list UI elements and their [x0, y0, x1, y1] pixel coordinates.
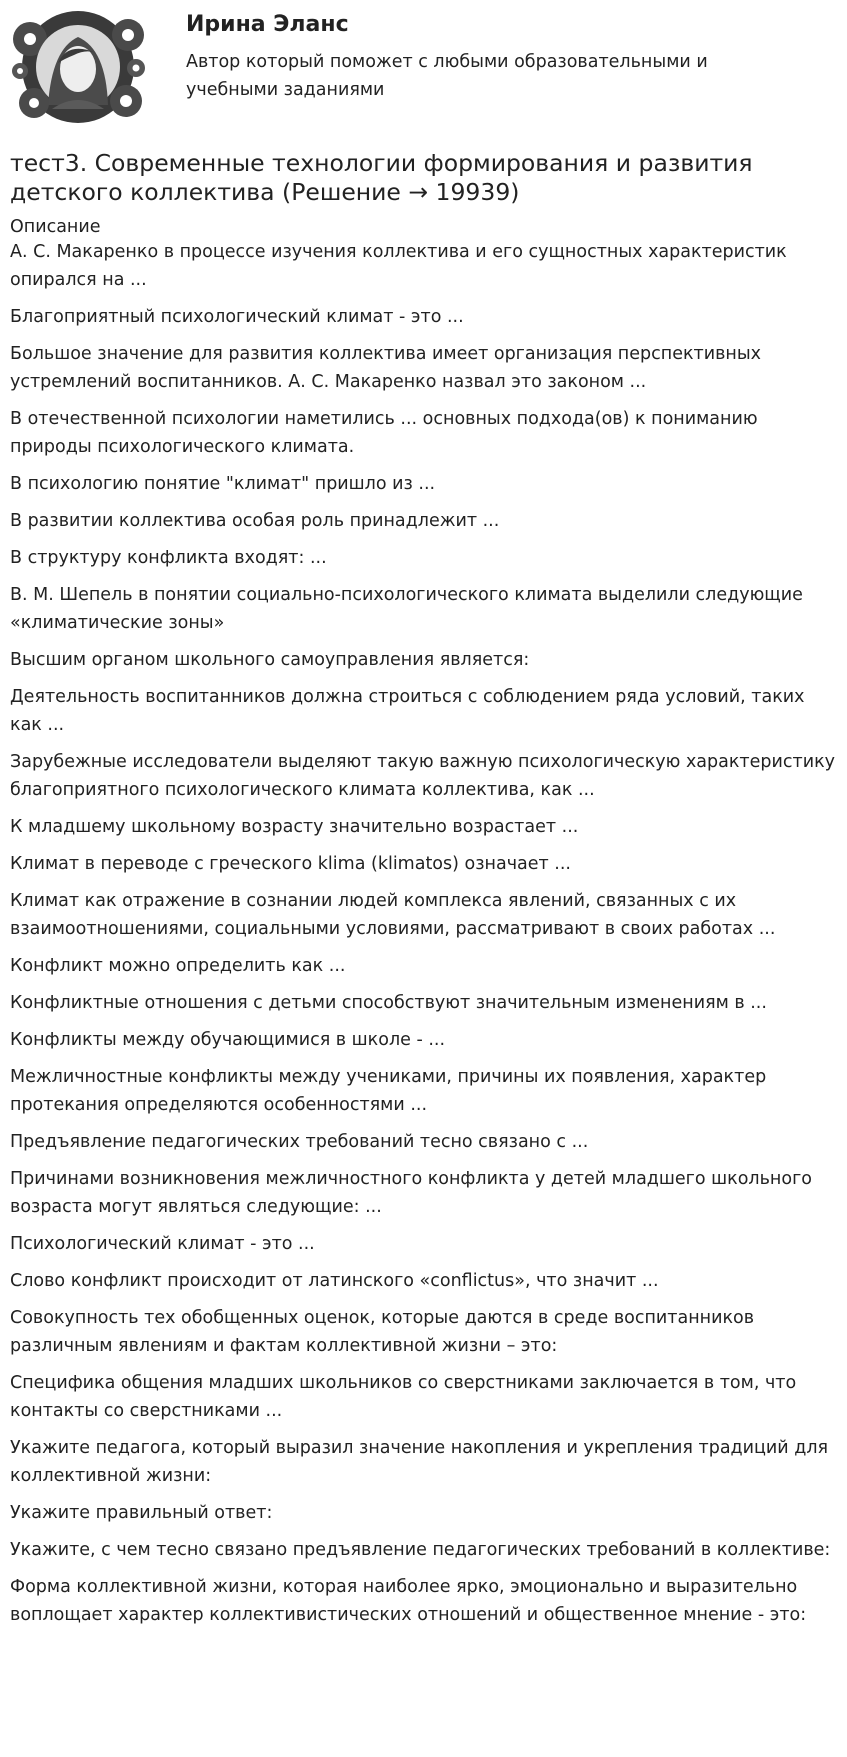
- question-item: Совокупность тех обобщенных оценок, которые даются в среде воспитанников различным явлениям и фактам коллективной жизни – это:: [10, 1308, 755, 1356]
- question-item: Укажите педагога, который выразил значение накопления и укрепления традиций для коллективной жизни:: [10, 1438, 829, 1486]
- question-item: В психологию понятие "климат" пришло из ...: [10, 474, 436, 494]
- author-description: Автор который поможет с любыми образовательными и учебными заданиями: [186, 52, 708, 100]
- description-label: Описание: [10, 217, 101, 237]
- question-item: Укажите, с чем тесно связано предъявление педагогических требований в коллективе:: [10, 1540, 831, 1560]
- question-item: Укажите правильный ответ:: [10, 1503, 273, 1523]
- question-item: Климат в переводе с греческого klima (klimatos) означает ...: [10, 854, 571, 874]
- question-item: Предъявление педагогических требований тесно связано с ...: [10, 1132, 589, 1152]
- question-item: Слово конфликт происходит от латинского «conflictus», что значит ...: [10, 1271, 659, 1291]
- question-item: Деятельность воспитанников должна строиться с соблюдением ряда условий, таких как ...: [10, 687, 805, 735]
- question-item: К младшему школьному возрасту значительно возрастает ...: [10, 817, 579, 837]
- question-list: [0, 238, 847, 1629]
- question-item: Причинами возникновения межличностного конфликта у детей младшего школьного возраста могут являться следующие: ...: [10, 1169, 812, 1217]
- question-item: Климат как отражение в сознании людей комплекса явлений, связанных с их взаимоотношениями, социальными условиями, рассматривают в своих работах ...: [10, 891, 776, 939]
- question-item: Межличностные конфликты между учениками, причины их появления, характер протекания определяются особенностями ...: [10, 1067, 767, 1115]
- question-item: Высшим органом школьного самоуправления является:: [10, 650, 530, 670]
- question-item: В отечественной психологии наметились ... основных подхода(ов) к пониманию природы психологического климата.: [10, 409, 758, 457]
- question-item: Специфика общения младших школьников со сверстниками заключается в том, что контакты со сверстниками ...: [10, 1373, 797, 1421]
- question-item: Конфликтные отношения с детьми способствуют значительным изменениям в ...: [10, 993, 767, 1013]
- question-item: Конфликты между обучающимися в школе - ...: [10, 1030, 446, 1050]
- author-avatar: [8, 5, 153, 128]
- page-title: тест3. Современные технологии формирования и развития детского коллектива (Решение → 19939): [10, 149, 753, 206]
- question-item: В структуру конфликта входят: ...: [10, 548, 327, 568]
- question-item: В. М. Шепель в понятии социально-психологического климата выделили следующие «климатические зоны»: [10, 585, 803, 633]
- question-item: Конфликт можно определить как ...: [10, 956, 346, 976]
- question-item: Форма коллективной жизни, которая наиболее ярко, эмоционально и выразительно воплощает характер коллективистических отношений и общественное мнение - это:: [10, 1577, 807, 1625]
- author-name: Ирина Эланс: [186, 12, 349, 37]
- question-item: Зарубежные исследователи выделяют такую важную психологическую характеристику благоприятного психологического климата коллектива, как ...: [10, 752, 835, 800]
- question-item: Благоприятный психологический климат - это ...: [10, 307, 464, 327]
- question-item: Большое значение для развития коллектива имеет организация перспективных устремлений воспитанников. А. С. Макаренко назвал это законом ...: [10, 344, 762, 392]
- question-item: А. С. Макаренко в процессе изучения коллектива и его сущностных характеристик опирался на ...: [10, 242, 787, 290]
- author-header: [0, 0, 847, 135]
- question-item: Психологический климат - это ...: [10, 1234, 315, 1254]
- question-item: В развитии коллектива особая роль принадлежит ...: [10, 511, 500, 531]
